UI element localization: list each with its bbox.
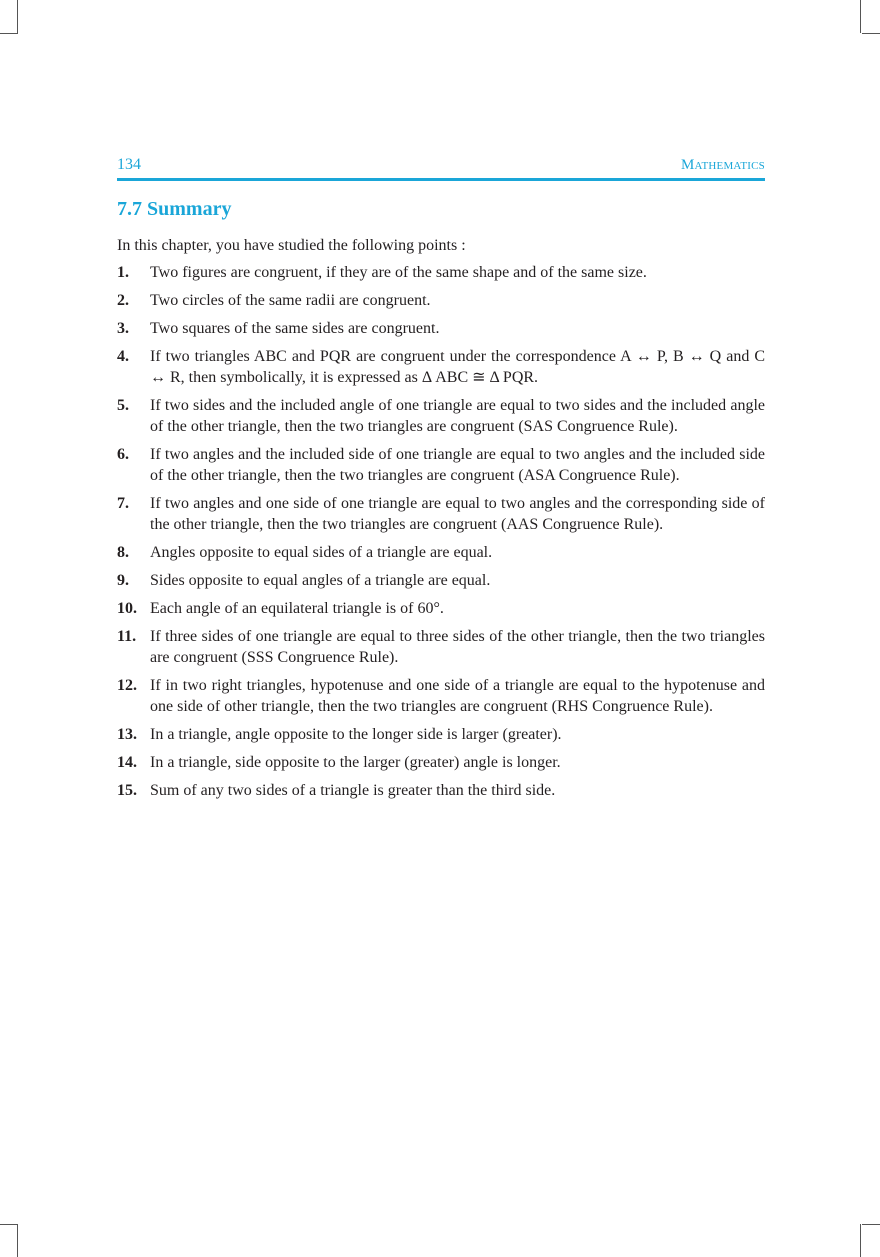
point-number: 8. [117, 544, 129, 561]
point-number: 6. [117, 446, 129, 463]
crop-mark-top-left-horizontal [0, 33, 18, 34]
summary-point [117, 752, 765, 773]
header-rule [117, 178, 765, 181]
summary-point [117, 780, 765, 801]
point-text: Two circles of the same radii are congruent. [150, 292, 431, 309]
point-number: 1. [117, 264, 129, 281]
point-number: 15. [117, 782, 137, 799]
section-title: 7.7 Summary [117, 198, 232, 220]
summary-point [117, 290, 765, 311]
point-text: If two triangles ABC and PQR are congruent under the correspondence A ↔ P, B ↔ Q and C ↔ R, then symbolically, it is expressed as Δ ABC ≅ Δ PQR. [150, 348, 765, 386]
point-text: Two squares of the same sides are congruent. [150, 320, 440, 337]
summary-point [117, 542, 765, 563]
crop-mark-top-left-vertical [17, 0, 18, 33]
running-title: Mathematics [681, 157, 765, 173]
crop-mark-bottom-left-horizontal [0, 1224, 18, 1225]
page-number: 134 [117, 156, 141, 173]
point-number: 7. [117, 495, 129, 512]
crop-mark-bottom-right-horizontal [862, 1224, 880, 1225]
point-number: 4. [117, 348, 129, 365]
crop-mark-bottom-right-vertical [860, 1224, 861, 1257]
summary-points-list [117, 262, 765, 808]
point-text: If two angles and the included side of one triangle are equal to two angles and the included side of the other triangle, then the two triangles are congruent (ASA Congruence Rule). [150, 446, 765, 484]
point-text: If two angles and one side of one triangle are equal to two angles and the corresponding side of the other triangle, then the two triangles are congruent (AAS Congruence Rule). [150, 495, 765, 533]
summary-point [117, 262, 765, 283]
running-head [117, 156, 765, 176]
summary-point [117, 675, 765, 717]
point-text: Angles opposite to equal sides of a triangle are equal. [150, 544, 493, 561]
point-number: 2. [117, 292, 129, 309]
crop-mark-top-right-horizontal [862, 33, 880, 34]
point-number: 12. [117, 677, 137, 694]
point-number: 11. [117, 628, 137, 645]
point-number: 10. [117, 600, 137, 617]
point-text: Two figures are congruent, if they are of the same shape and of the same size. [150, 264, 647, 281]
point-text: Sum of any two sides of a triangle is greater than the third side. [150, 782, 556, 799]
point-text: In a triangle, side opposite to the larger (greater) angle is longer. [150, 754, 561, 771]
summary-point [117, 598, 765, 619]
summary-point [117, 395, 765, 437]
point-text: In a triangle, angle opposite to the longer side is larger (greater). [150, 726, 562, 743]
point-text: Each angle of an equilateral triangle is of 60°. [150, 600, 444, 617]
point-text: If two sides and the included angle of one triangle are equal to two sides and the included angle of the other triangle, then the two triangles are congruent (SAS Congruence Rule). [150, 397, 765, 435]
point-number: 9. [117, 572, 129, 589]
point-number: 13. [117, 726, 137, 743]
summary-point [117, 444, 765, 486]
point-text: If three sides of one triangle are equal to three sides of the other triangle, then the two triangles are congruent (SSS Congruence Rule). [150, 628, 765, 666]
summary-point [117, 346, 765, 388]
summary-point [117, 318, 765, 339]
crop-mark-top-right-vertical [860, 0, 861, 33]
summary-point [117, 724, 765, 745]
point-number: 3. [117, 320, 129, 337]
section-intro: In this chapter, you have studied the following points : [117, 237, 466, 254]
point-number: 14. [117, 754, 137, 771]
summary-point [117, 570, 765, 591]
point-text: Sides opposite to equal angles of a triangle are equal. [150, 572, 491, 589]
crop-mark-bottom-left-vertical [17, 1224, 18, 1257]
point-text: If in two right triangles, hypotenuse and one side of a triangle are equal to the hypotenuse and one side of other triangle, then the two triangles are congruent (RHS Congruence Rule). [150, 677, 765, 715]
point-number: 5. [117, 397, 129, 414]
summary-point [117, 626, 765, 668]
summary-point [117, 493, 765, 535]
